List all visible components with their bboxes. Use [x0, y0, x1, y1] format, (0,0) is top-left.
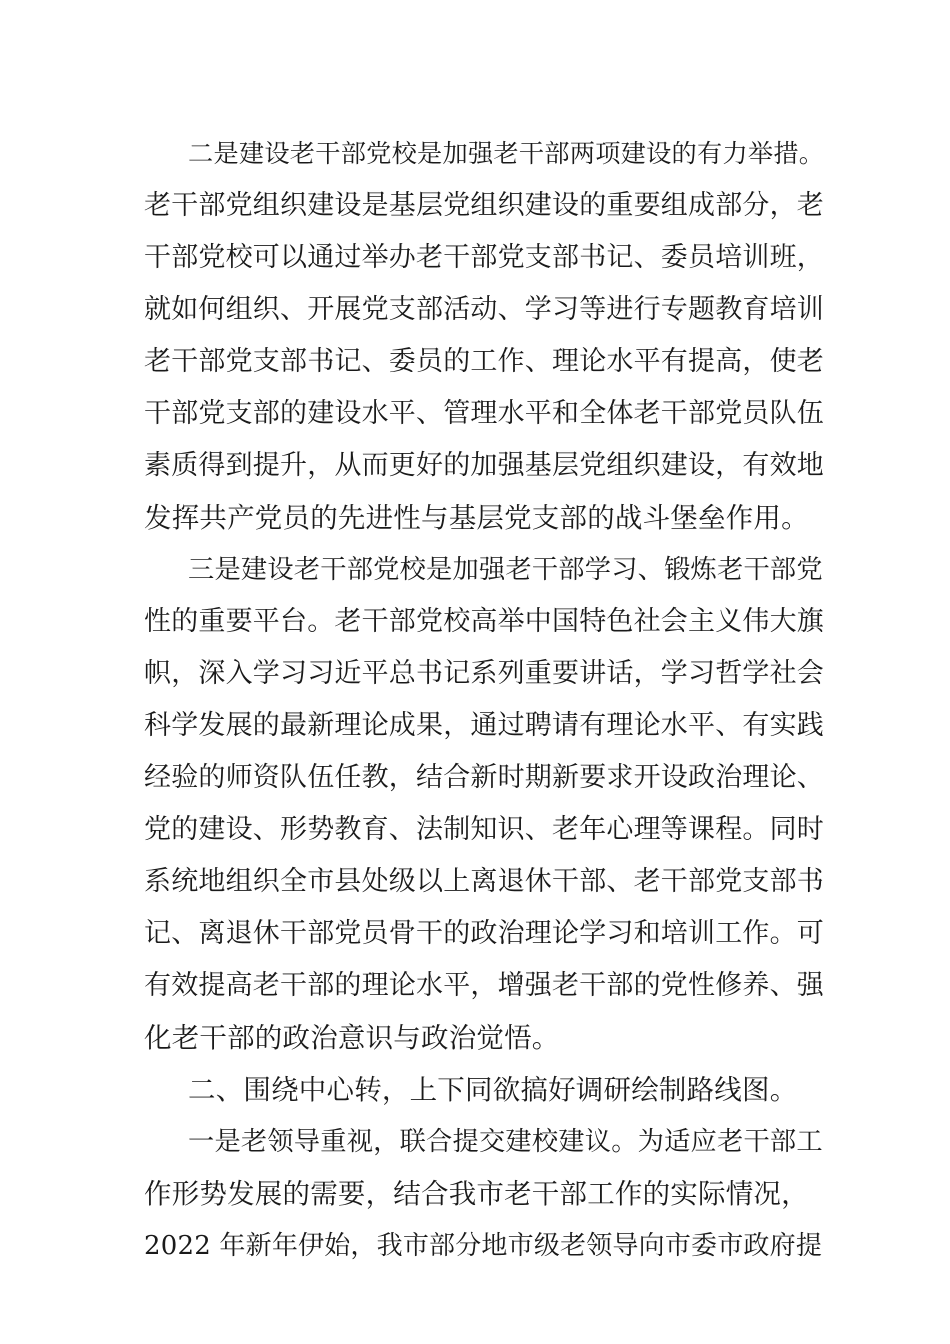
paragraph-line: 有效提高老干部的理论水平，增强老干部的党性修养、强 — [144, 970, 824, 1001]
paragraph-line: 化老干部的政治意识与政治觉悟。 — [144, 1022, 560, 1054]
section-heading: 二、围绕中心转，上下同欲搞好调研绘制路线图。 — [188, 1074, 798, 1106]
paragraph-line: 老干部党支部书记、委员的工作、理论水平有提高，使老 — [144, 346, 824, 377]
paragraph-line: 性的重要平台。老干部党校高举中国特色社会主义伟大旗 — [144, 606, 824, 637]
paragraph-line: 干部党校可以通过举办老干部党支部书记、委员培训班， — [144, 242, 824, 273]
paragraph-line: 一是老领导重视，联合提交建校建议。为适应老干部工 — [188, 1127, 823, 1157]
paragraph-line: 记、离退休干部党员骨干的政治理论学习和培训工作。可 — [144, 918, 824, 949]
paragraph-line: 科学发展的最新理论成果，通过聘请有理论水平、有实践 — [144, 710, 824, 741]
paragraph-line: 二是建设老干部党校是加强老干部两项建设的有力举措。 — [188, 139, 825, 168]
paragraph-line: 经验的师资队伍任教，结合新时期新要求开设政治理论、 — [144, 762, 824, 793]
paragraph-line: 三是建设老干部党校是加强老干部学习、锻炼老干部党 — [188, 555, 823, 585]
paragraph-line: 老干部党组织建设是基层党组织建设的重要组成部分，老 — [144, 190, 824, 221]
paragraph-line: 素质得到提升，从而更好的加强基层党组织建设，有效地 — [144, 450, 824, 481]
paragraph-line: 系统地组织全市县处级以上离退休干部、老干部党支部书 — [144, 866, 824, 897]
paragraph-line: 作形势发展的需要，结合我市老干部工作的实际情况， — [144, 1178, 809, 1210]
paragraph-line: 就如何组织、开展党支部活动、学习等进行专题教育培训 — [144, 294, 824, 325]
paragraph-line: 发挥共产党员的先进性与基层党支部的战斗堡垒作用。 — [144, 502, 809, 534]
paragraph-line: 干部党支部的建设水平、管理水平和全体老干部党员队伍 — [144, 398, 824, 429]
paragraph-line: 帜，深入学习习近平总书记系列重要讲话，学习哲学社会 — [144, 658, 824, 689]
paragraph-line: 2022 年新年伊始，我市部分地市级老领导向市委市政府提 — [144, 1231, 823, 1261]
paragraph-line: 党的建设、形势教育、法制知识、老年心理等课程。同时 — [144, 814, 824, 845]
